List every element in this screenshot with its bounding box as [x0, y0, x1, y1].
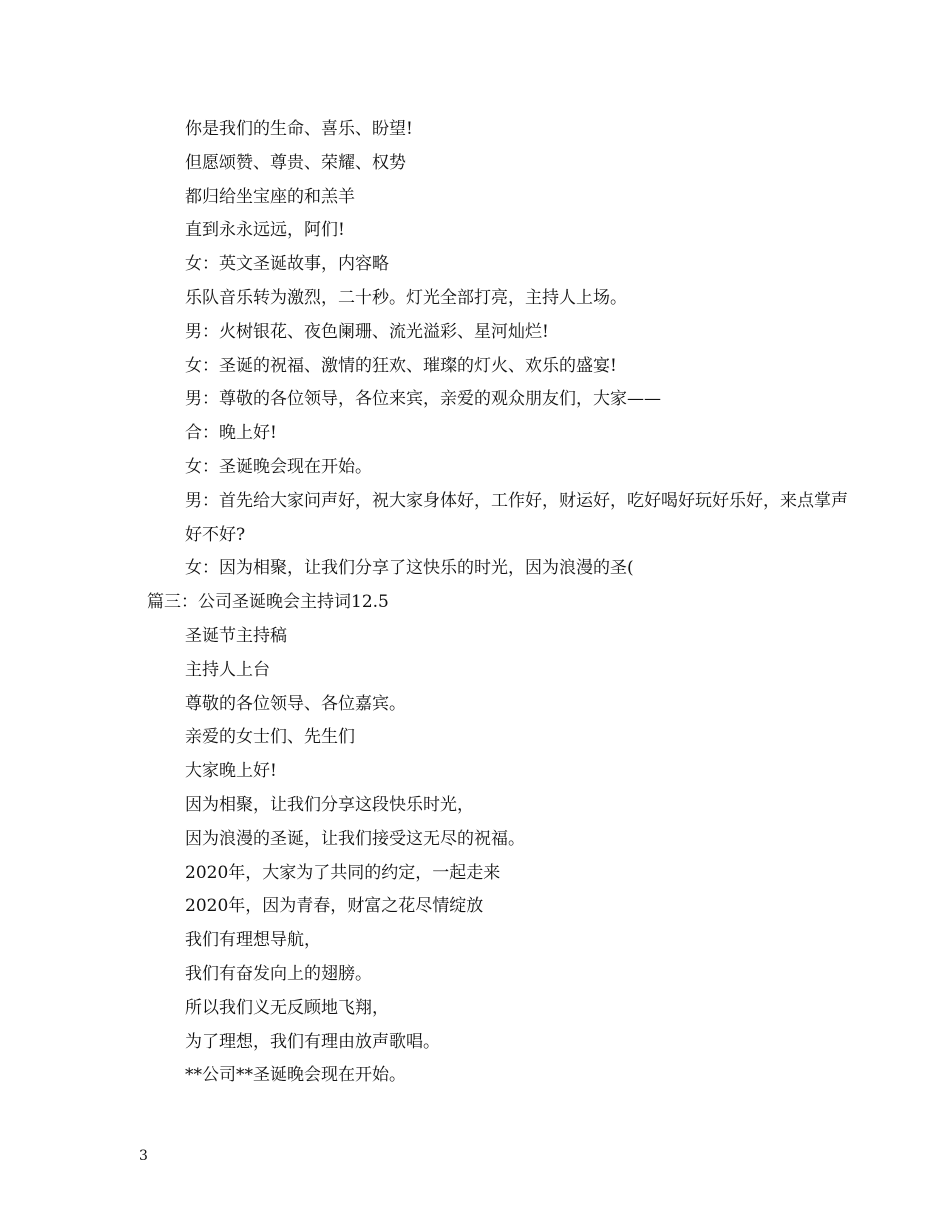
text-line: 但愿颂赞、尊贵、荣耀、权势	[185, 152, 406, 173]
text-line: 圣诞节主持稿	[185, 625, 287, 646]
text-line: 大家晚上好!	[185, 761, 277, 782]
section-heading: 篇三：公司圣诞晚会主持词12.5	[147, 592, 389, 613]
text-line: 女：圣诞的祝福、激情的狂欢、璀璨的灯火、欢乐的盛宴!	[185, 355, 617, 376]
document-body	[139, 113, 848, 1093]
text-line: 直到永永远远，阿们!	[185, 220, 345, 241]
text-line: 亲爱的女士们、先生们	[185, 727, 355, 748]
text-line: 女：因为相聚，让我们分享了这快乐的时光，因为浪漫的圣(	[185, 558, 634, 579]
text-line: 男：尊敬的各位领导，各位来宾，亲爱的观众朋友们，大家——	[185, 389, 661, 410]
text-line: **公司**圣诞晚会现在开始。	[185, 1065, 406, 1086]
text-line: 我们有理想导航，	[185, 930, 321, 951]
text-line: 因为相聚，让我们分享这段快乐时光，	[185, 794, 474, 815]
text-line: 主持人上台	[185, 659, 270, 680]
text-line: 为了理想，我们有理由放声歌唱。	[185, 1031, 440, 1052]
text-line: 我们有奋发向上的翅膀。	[185, 963, 372, 984]
text-line: 都归给坐宝座的和羔羊	[185, 186, 355, 207]
text-line: 合：晚上好!	[185, 423, 277, 444]
text-line: 男：火树银花、夜色阑珊、流光溢彩、星河灿烂!	[185, 321, 549, 342]
text-line: 乐队音乐转为激烈，二十秒。灯光全部打亮，主持人上场。	[185, 287, 627, 308]
text-line: 女：圣诞晚会现在开始。	[185, 456, 372, 477]
text-line: 因为浪漫的圣诞，让我们接受这无尽的祝福。	[185, 828, 525, 849]
text-line: 女：英文圣诞故事，内容略	[185, 254, 389, 275]
text-line: 你是我们的生命、喜乐、盼望!	[185, 119, 413, 139]
wrapped-paragraph: 男：首先给大家问声好，祝大家身体好，工作好，财运好，吃好喝好玩好乐好，来点掌声好不好?	[185, 490, 848, 545]
text-line: 2020年，因为青春，财富之花尽情绽放	[185, 896, 484, 917]
text-line: 2020年，大家为了共同的约定，一起走来	[185, 862, 501, 883]
page-number: 3	[139, 1148, 148, 1164]
text-line: 所以我们义无反顾地飞翔，	[185, 997, 389, 1018]
text-line: 尊敬的各位领导、各位嘉宾。	[185, 693, 406, 714]
